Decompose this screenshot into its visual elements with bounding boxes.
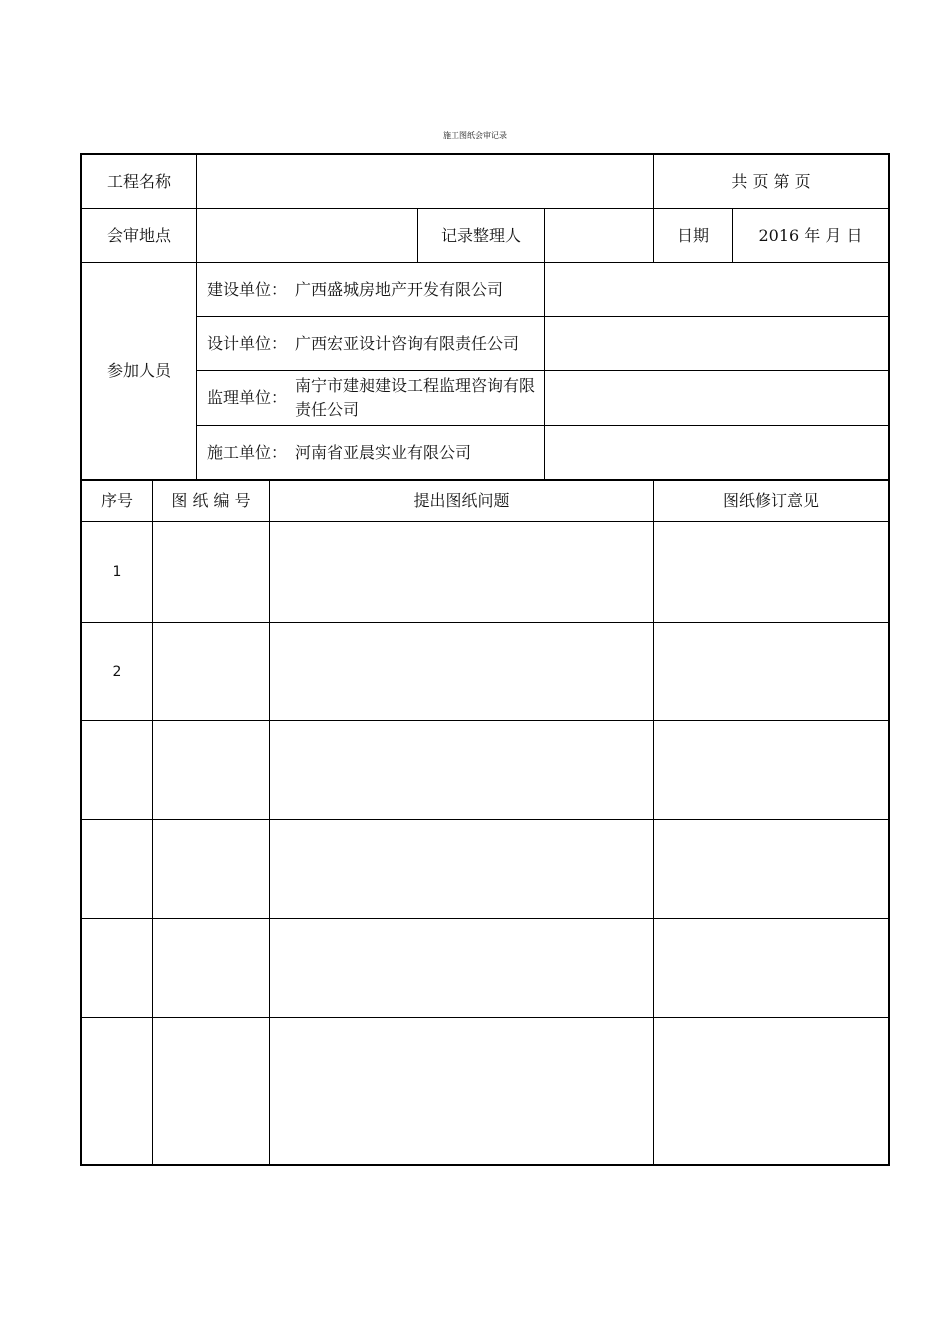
revision-field[interactable] [654,522,888,622]
issue-field[interactable] [270,919,653,1017]
participant-unit-contractor [197,426,544,479]
unit-name: 广西宏亚设计咨询有限责任公司 [295,333,520,353]
issue-field[interactable] [270,522,653,622]
project-name-field[interactable] [197,155,653,208]
signature-field-supervision[interactable] [545,371,888,425]
drawing-no-field[interactable] [153,919,269,1017]
recorder-field[interactable] [545,209,653,262]
document-title: 施工图纸会审记录 [443,131,507,140]
drawing-no-field[interactable] [153,721,269,819]
row-number: 1 [112,564,122,580]
row-number [82,721,152,819]
revision-field[interactable] [654,919,888,1017]
issue-field[interactable] [270,623,653,720]
signature-field-construction[interactable] [545,263,888,316]
unit-role: 施工单位： [207,442,288,462]
issue-field[interactable] [270,1018,653,1164]
issue-field[interactable] [270,721,653,819]
row-number [82,820,152,918]
unit-name: 南宁市建昶建设工程监理咨询有限责任公司 [295,376,536,419]
participant-unit-supervision [197,371,544,425]
unit-role: 监理单位： [207,388,288,407]
row-number [82,1018,152,1164]
column-header-issue: 提出图纸问题 [413,491,510,510]
recorder-label: 记录整理人 [440,225,521,245]
project-name-label: 工程名称 [106,171,171,191]
location-field[interactable] [197,209,417,262]
date-value[interactable]: 2016 年 月 日 [758,225,863,245]
drawing-no-field[interactable] [153,623,269,720]
signature-field-design[interactable] [545,317,888,370]
participants-label: 参加人员 [106,361,171,380]
row-number: 2 [112,663,122,680]
revision-field[interactable] [654,1018,888,1164]
column-header-no: 序号 [100,491,133,510]
page-count-label: 共 页 第 页 [731,171,811,191]
drawing-no-field[interactable] [153,1018,269,1164]
drawing-no-field[interactable] [153,522,269,622]
date-label: 日期 [676,225,709,245]
column-header-drawing-no: 图 纸 编 号 [171,491,251,510]
row-number [82,919,152,1017]
signature-field-contractor[interactable] [545,426,888,479]
drawing-no-field[interactable] [153,820,269,918]
participant-unit-design [197,317,544,370]
unit-name: 河南省亚晨实业有限公司 [295,442,472,462]
unit-role: 建设单位： [207,279,288,299]
revision-field[interactable] [654,623,888,720]
revision-field[interactable] [654,721,888,819]
issue-field[interactable] [270,820,653,918]
unit-name: 广西盛城房地产开发有限公司 [295,279,504,299]
location-label: 会审地点 [106,225,171,245]
revision-field[interactable] [654,820,888,918]
column-header-revision: 图纸修订意见 [722,491,819,510]
participant-unit-construction [197,263,544,316]
unit-role: 设计单位： [207,333,288,353]
